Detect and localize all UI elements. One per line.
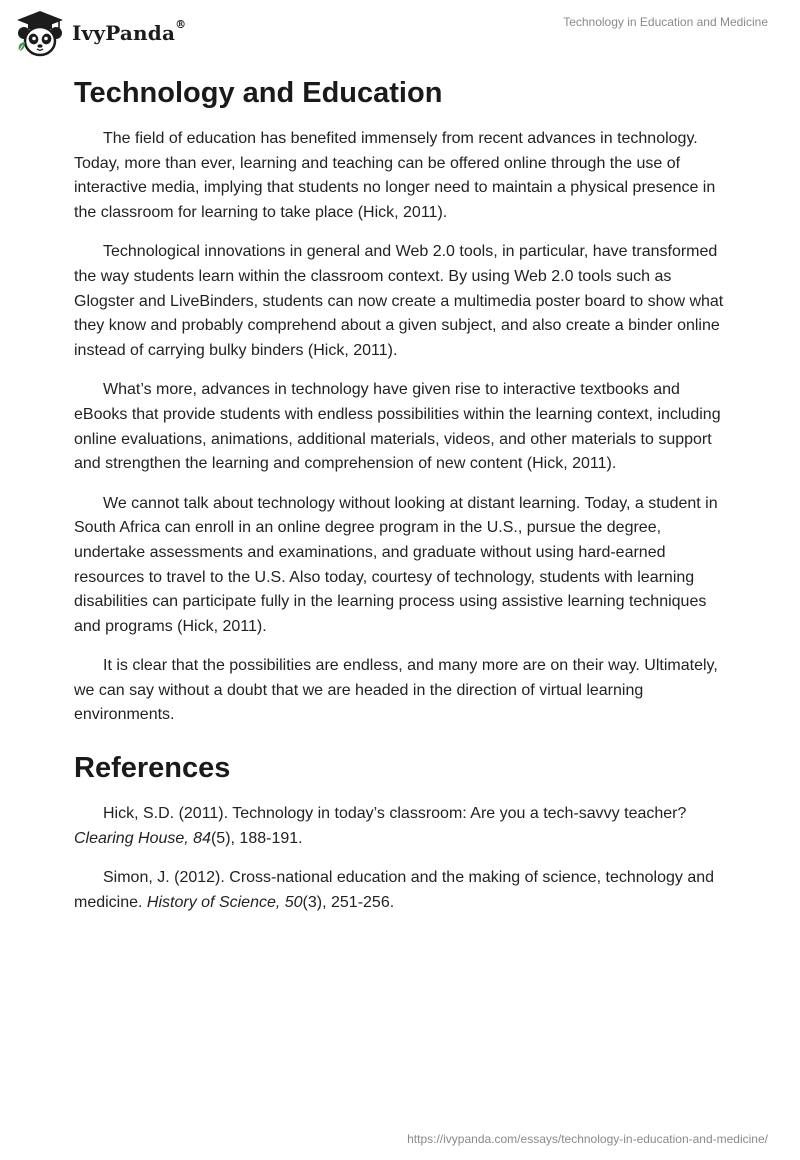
paragraph: We cannot talk about technology without looking at distant learning. Today, a student in South Africa can enroll in an online degree program in the U.S., pursue the degree, undertake assessments and examinations, and graduate without using hard-earned resources to travel to the U.S. Also today, courtesy of technology, students with learning disabilities can participate fully in the learning process using assistive learning techniques and programs (Hick, 2011).	[74, 494, 718, 635]
panda-graduate-icon	[14, 9, 66, 57]
paragraph: Technological innovations in general and Web 2.0 tools, in particular, have transformed the way students learn within the classroom context. By using Web 2.0 tools such as Glogster and LiveBinders, students can now create a multimedia poster board to show what they know and probably comprehend about a given subject, and also create a binder online instead of carrying bulky binders (Hick, 2011).	[74, 243, 724, 359]
ivypanda-logo[interactable]	[14, 8, 186, 58]
registered-mark: ®	[175, 18, 187, 31]
reference-item	[74, 802, 734, 851]
source-url[interactable]: https://ivypanda.com/essays/technology-in-education-and-medicine/	[407, 1132, 768, 1146]
paragraph: It is clear that the possibilities are endless, and many more are on their way. Ultimately, we can say without a doubt that we are headed in the direction of virtual learning environments.	[74, 657, 718, 724]
essay-content	[74, 70, 734, 930]
reference-item	[74, 866, 734, 915]
paragraph: The field of education has benefited immensely from recent advances in technology. Today, more than ever, learning and teaching can be offered online through the use of interactive media, implying that students no longer need to maintain a physical presence in the classroom for learning to take place (Hick, 2011).	[74, 130, 716, 221]
paragraph: What’s more, advances in technology have given rise to interactive textbooks and eBooks that provide students with endless possibilities within the learning context, including online evaluations, animations, additional materials, videos, and other materials to support and strengthen the learning and comprehension of new content (Hick, 2011).	[74, 381, 721, 473]
references-heading: References	[74, 752, 231, 785]
reference-issue-pages: (5), 188-191.	[210, 829, 303, 847]
reference-text: Simon, J. (2012). Cross-national education and the making of science, technology and medicine.	[74, 869, 715, 911]
reference-journal: History of Science, 50	[146, 893, 303, 911]
reference-issue-pages: (3), 251-256.	[302, 893, 395, 911]
logo-wordmark	[72, 18, 187, 45]
page-header	[0, 0, 800, 70]
document-title: Technology in Education and Medicine	[563, 15, 768, 29]
reference-journal: Clearing House, 84	[74, 829, 211, 847]
logo-text: IvyPanda	[72, 21, 176, 45]
reference-text: Hick, S.D. (2011). Technology in today’s classroom: Are you a tech-savvy teacher?	[103, 805, 687, 823]
section-heading-technology-education: Technology and Education	[74, 77, 443, 109]
